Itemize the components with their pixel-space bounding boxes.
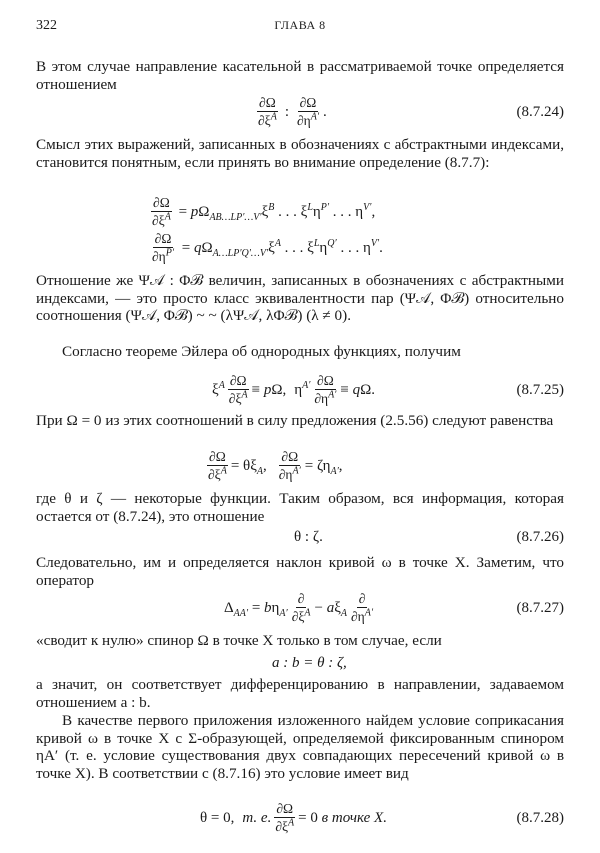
equation-8-7-7a [36,192,564,232]
paragraph-7: Следовательно, им и определяется наклон кривой ω в точке X. Заметим, что оператор [36,554,564,589]
equation-number: (8.7.25) [516,381,564,398]
equation-body: θ = 0, т. е. $\frac{\partial\Omega}{\partial\xi^A}$ = 0 в точке X. [200,801,387,834]
equation-mid: т. е. [242,809,272,826]
equation-body: a : b = θ : ζ, [272,654,347,671]
equation-body: $\Delta_{AA'} = b\eta_{A'}$ ∂ $\partial\xi^A$ − $a\xi_A$ ∂ $\partial\eta^{A'}$ [224,591,374,624]
paragraph-5: При Ω = 0 из этих соотношений в силу предложения (2.5.56) следуют равенства [36,412,554,429]
equation-body: $\frac{\partial\Omega}{\partial\xi^A}$ = $\theta\xi_A$, $\frac{\partial\Omega}{\partial\eta^{A'}}$ = $\zeta\eta_{A'}$, [208,449,343,482]
paragraph-6: где θ и ζ — некоторые функции. Таким образом, вся информация, которая остается от (8.7.24), это отношение [36,490,564,525]
page-header [36,18,564,38]
equation-8-7-26 [36,524,564,550]
equation-body: $\xi^A$ ∂Ω $\partial\xi^A$ ≡ pΩ, $\eta^{A'}$ ∂Ω $\partial\eta^{A'}$ ≡ qΩ. [212,373,376,406]
equation-body: θ : ζ. [294,528,323,545]
paragraph-10: В качестве первого приложения изложенного найдем условие соприкасания кривой ω в точке X с Σ-образующей, определяемой фиксированным спинором ηA′ (т. е. условие существования двух совпадающих пересечений кривой ω в точке X). В соответствии с (8.7.16) это условие имеет вид [36,712,564,782]
page-number: 322 [36,18,57,33]
paragraph-9: а значит, он соответствует дифференцированию в направлении, задаваемом отношением a : b. [36,676,564,711]
equation-number: (8.7.24) [516,103,564,120]
paragraph-3: Отношение же Ψ𝒜 : Φℬ величин, записанных в обозначениях с абстрактными индексами, — это просто класс эквивалентности пар (Ψ𝒜, Φℬ) относительно соотношения (Ψ𝒜, Φℬ) ~ ~ (λΨ𝒜, λΦℬ) (λ ≠ 0). [36,272,564,325]
equation-number: (8.7.28) [516,809,564,826]
equation-8-7-7b [36,228,564,268]
paragraph-4: Согласно теореме Эйлера об однородных функциях, получим [62,343,461,360]
paragraph-1: В этом случае направление касательной в рассматриваемой точке определяется отношением [36,58,564,93]
equation-number: (8.7.27) [516,599,564,616]
paragraph-2: Смысл этих выражений, записанных в обозначениях с абстрактными индексами, становится понятным, если принять во внимание определение (8.7.7): [36,136,564,171]
equation-8-7-25 [36,370,564,410]
equation-body: $\frac{\partial\Omega}{\partial\eta^{P'}}$ = $q\Omega_{A\dots LP'Q'\dots V'}\xi^A$ . . . $\xi^L\eta^{Q'}$ . . . $\eta^{V'}$. [152,231,383,264]
equation-a-b [36,650,564,676]
equation-number: (8.7.26) [516,528,564,545]
equation-suffix: в точке X. [321,809,387,826]
equation-body: ∂Ω $\partial\xi^A$ : ∂Ω $\partial\eta^{A'}$ . [258,95,327,128]
equation-8-7-27 [36,588,564,628]
paragraph-8: «сводит к нулю» спинор Ω в точке X только в том случае, если [36,632,442,649]
equation-8-7-24 [36,92,564,132]
equation-prefix: θ = 0, [200,809,235,826]
equation-body: $\frac{\partial\Omega}{\partial\xi^A}$ = $p\Omega_{AB\dots LP'\dots V'}\xi^B$ . . . $\xi^L\eta^{P'}$ . . . $\eta^{V'}$, [152,195,376,228]
running-head: ГЛАВА 8 [274,18,326,32]
equation-8-7-28 [36,798,564,838]
equation-theta-zeta [36,446,564,486]
